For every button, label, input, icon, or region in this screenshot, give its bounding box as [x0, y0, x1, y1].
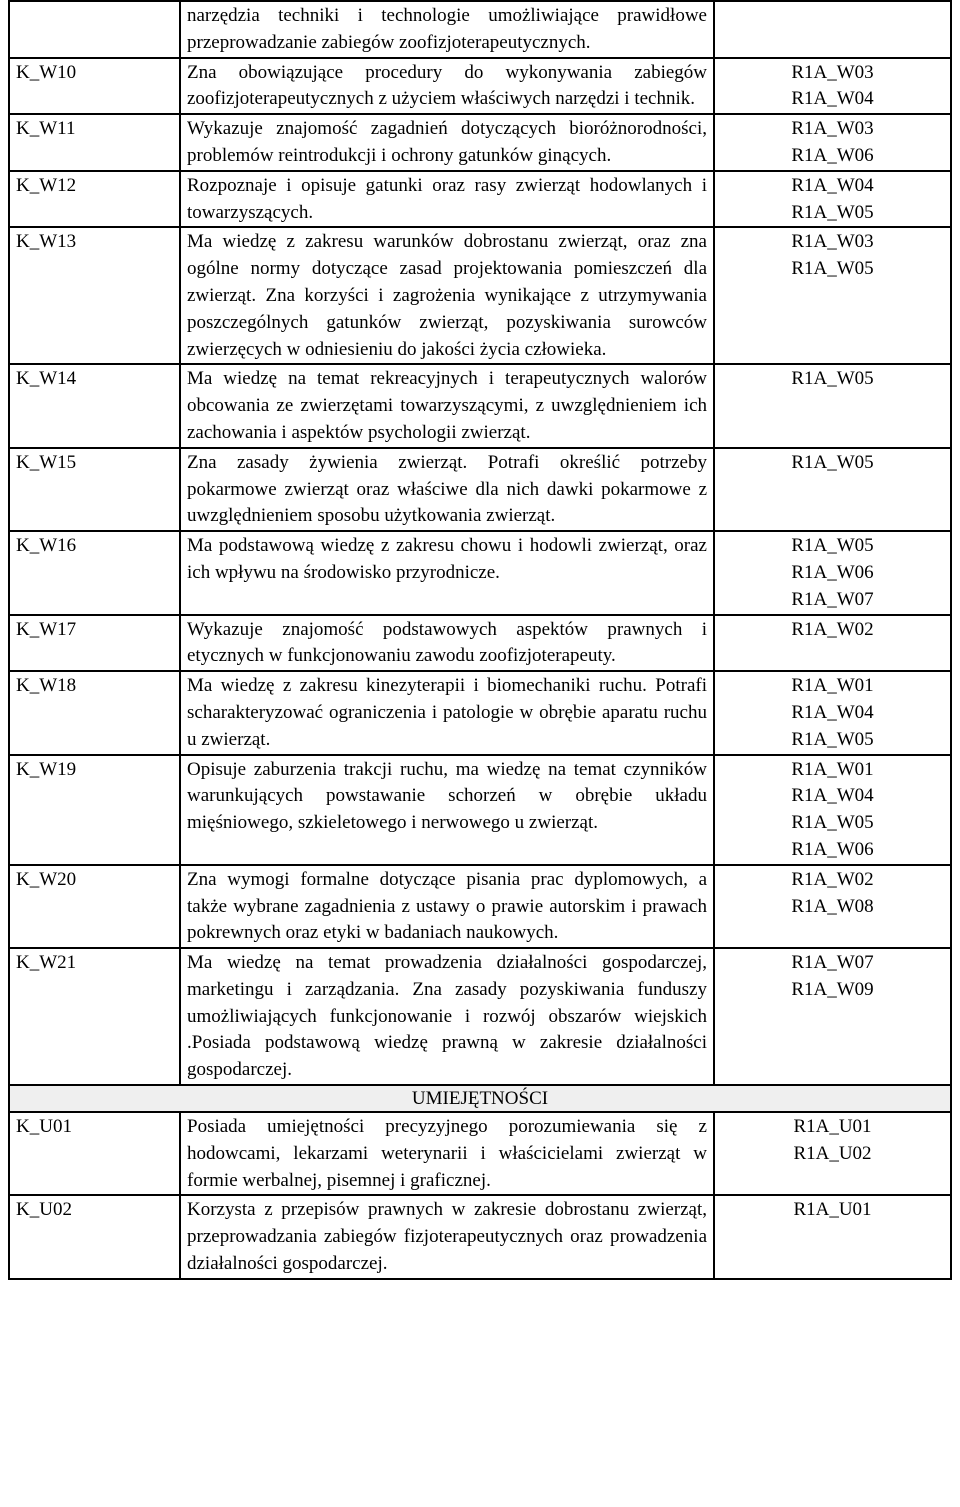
reference-codes — [714, 1112, 951, 1195]
outcome-description: Zna wymogi formalne dotyczące pisania prac dyplomowych, a także wybrane zagadnienia z ustawy o prawie autorskim i prawach pokrewnych oraz etyki w badaniach naukowych. — [180, 865, 714, 948]
reference-code: R1A_U01 — [793, 1199, 872, 1221]
section-header-group — [9, 1085, 951, 1112]
reference-code: R1A_W06 — [791, 144, 874, 166]
reference-codes — [714, 531, 951, 614]
learning-outcomes-table — [8, 0, 952, 1280]
outcome-code: K_W17 — [9, 615, 180, 672]
outcome-description: Ma wiedzę z zakresu warunków dobrostanu zwierząt, oraz zna ogólne normy dotyczące zasad projektowania pomieszczeń dla zwierząt. Zna korzyści i zagrożenia wynikające z utrzymywania poszczególnych gatunków zwierząt, pozyskiwania surowców zwierzęcych w odniesieniu do jakości życia człowieka. — [180, 227, 714, 364]
outcome-code: K_U02 — [9, 1195, 180, 1278]
outcome-code: K_W15 — [9, 448, 180, 531]
reference-code: R1A_W01 — [791, 758, 874, 780]
table-row — [9, 948, 951, 1085]
outcome-code: K_W18 — [9, 671, 180, 754]
reference-codes — [714, 114, 951, 171]
table-row — [9, 671, 951, 754]
reference-code: R1A_W07 — [791, 588, 874, 610]
reference-code: R1A_W08 — [791, 895, 874, 917]
reference-code: R1A_W05 — [791, 535, 874, 557]
outcome-code: K_U01 — [9, 1112, 180, 1195]
outcome-description: Korzysta z przepisów prawnych w zakresie dobrostanu zwierząt, przeprowadzania zabiegów fizjoterapeutycznych oraz prowadzenia działalności gospodarczej. — [180, 1195, 714, 1278]
reference-code: R1A_W03 — [791, 61, 874, 83]
reference-code: R1A_W01 — [791, 675, 874, 697]
reference-code: R1A_U02 — [793, 1142, 872, 1164]
outcome-code: K_W12 — [9, 171, 180, 228]
table-row — [9, 1, 951, 58]
outcome-description: Opisuje zaburzenia trakcji ruchu, ma wiedzę na temat czynników warunkujących powstawanie schorzeń w obrębie układu mięśniowego, szkieletowego i nerwowego u zwierząt. — [180, 755, 714, 865]
outcome-description: Ma wiedzę na temat rekreacyjnych i terapeutycznych walorów obcowania ze zwierzętami towarzyszącymi, z uwzględnieniem ich zachowania i aspektów psychologii zwierząt. — [180, 364, 714, 447]
outcome-code — [9, 1, 180, 58]
outcome-description: Wykazuje znajomość zagadnień dotyczących bioróżnorodności, problemów reintrodukcji i ochrony gatunków ginących. — [180, 114, 714, 171]
reference-codes — [714, 58, 951, 115]
table-row — [9, 865, 951, 948]
reference-code: R1A_W02 — [791, 618, 874, 640]
reference-code: R1A_W04 — [791, 174, 874, 196]
outcome-code: K_W19 — [9, 755, 180, 865]
reference-codes — [714, 448, 951, 531]
outcome-code: K_W14 — [9, 364, 180, 447]
section-title-skills: UMIEJĘTNOŚCI — [9, 1085, 951, 1112]
reference-code: R1A_W09 — [791, 978, 874, 1000]
reference-code: R1A_W04 — [791, 701, 874, 723]
outcome-description: Ma podstawową wiedzę z zakresu chowu i hodowli zwierząt, oraz ich wpływu na środowisko przyrodnicze. — [180, 531, 714, 614]
reference-codes — [714, 755, 951, 865]
outcome-description: Zna zasady żywienia zwierząt. Potrafi określić potrzeby pokarmowe zwierząt oraz właściwe dla nich dawki pokarmowe z uwzględnieniem sposobu użytkowania zwierząt. — [180, 448, 714, 531]
reference-code: R1A_W04 — [791, 785, 874, 807]
knowledge-rows — [9, 1, 951, 1085]
reference-code: R1A_W05 — [791, 451, 874, 473]
outcome-description: Wykazuje znajomość podstawowych aspektów prawnych i etycznych w funkcjonowaniu zawodu zoofizjoterapeuty. — [180, 615, 714, 672]
reference-code: R1A_W05 — [791, 201, 874, 223]
reference-codes — [714, 364, 951, 447]
reference-code: R1A_W06 — [791, 561, 874, 583]
reference-code: R1A_W02 — [791, 868, 874, 890]
reference-codes — [714, 865, 951, 948]
reference-code: R1A_U01 — [793, 1116, 872, 1138]
reference-codes — [714, 948, 951, 1085]
reference-code: R1A_W05 — [791, 368, 874, 390]
reference-codes — [714, 227, 951, 364]
table-row — [9, 615, 951, 672]
reference-codes — [714, 171, 951, 228]
section-row — [9, 1085, 951, 1112]
reference-code: R1A_W05 — [791, 812, 874, 834]
table-row — [9, 227, 951, 364]
table-row — [9, 531, 951, 614]
reference-code: R1A_W05 — [791, 258, 874, 280]
outcome-code: K_W16 — [9, 531, 180, 614]
table-row — [9, 1195, 951, 1278]
outcome-description: Zna obowiązujące procedury do wykonywania zabiegów zoofizjoterapeutycznych z użyciem właściwych narzędzi i technik. — [180, 58, 714, 115]
reference-code: R1A_W04 — [791, 88, 874, 110]
reference-codes — [714, 1195, 951, 1278]
table-row — [9, 114, 951, 171]
table-row — [9, 58, 951, 115]
outcome-description: Posiada umiejętności precyzyjnego porozumiewania się z hodowcami, lekarzami weterynarii i właścicielami zwierząt w formie werbalnej, pisemnej i graficznej. — [180, 1112, 714, 1195]
reference-codes — [714, 1, 951, 58]
outcome-description: Rozpoznaje i opisuje gatunki oraz rasy zwierząt hodowlanych i towarzyszących. — [180, 171, 714, 228]
outcome-code: K_W21 — [9, 948, 180, 1085]
table-row — [9, 1112, 951, 1195]
outcome-code: K_W20 — [9, 865, 180, 948]
reference-code: R1A_W07 — [791, 952, 874, 974]
outcome-code: K_W13 — [9, 227, 180, 364]
table-row — [9, 171, 951, 228]
outcome-description: narzędzia techniki i technologie umożliwiające prawidłowe przeprowadzanie zabiegów zoofizjoterapeutycznych. — [180, 1, 714, 58]
reference-code: R1A_W05 — [791, 728, 874, 750]
reference-codes — [714, 671, 951, 754]
table-row — [9, 364, 951, 447]
table-row — [9, 755, 951, 865]
skills-rows — [9, 1112, 951, 1279]
outcome-description: Ma wiedzę na temat prowadzenia działalności gospodarczej, marketingu i zarządzania. Zna zasady pozyskiwania funduszy umożliwiających funkcjonowanie i rozwój obszarów wiejskich .Posiada podstawową wiedzę prawną w zakresie działalności gospodarczej. — [180, 948, 714, 1085]
outcome-description: Ma wiedzę z zakresu kinezyterapii i biomechaniki ruchu. Potrafi scharakteryzować ograniczenia i patologie w obrębie aparatu ruchu u zwierząt. — [180, 671, 714, 754]
reference-codes — [714, 615, 951, 672]
outcome-code: K_W10 — [9, 58, 180, 115]
reference-code: R1A_W03 — [791, 118, 874, 140]
reference-code: R1A_W06 — [791, 838, 874, 860]
reference-code: R1A_W03 — [791, 231, 874, 253]
table-row — [9, 448, 951, 531]
outcome-code: K_W11 — [9, 114, 180, 171]
